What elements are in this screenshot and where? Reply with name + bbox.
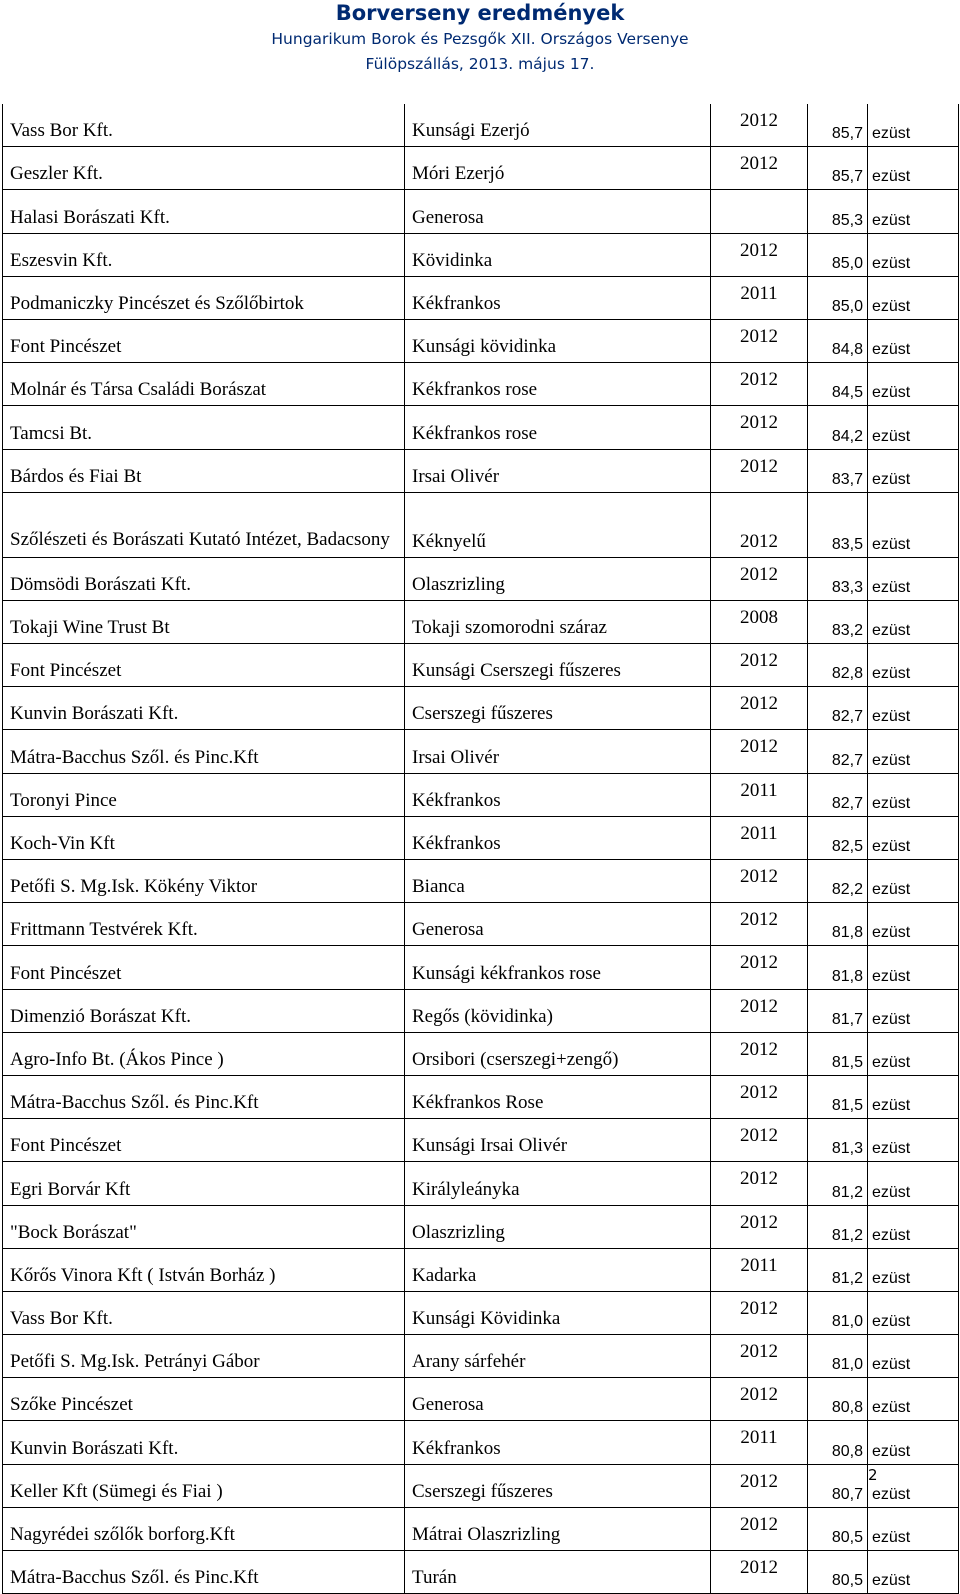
wine-cell: Kékfrankos [405,816,711,859]
score-cell: 81,3 [808,1119,868,1162]
medal-cell: ezüst [868,1032,959,1075]
producer-cell: Font Pincészet [3,319,405,362]
table-row [3,557,959,600]
medal-cell: ezüst [868,1378,959,1421]
medal-cell: ezüst [868,276,959,319]
table-row [3,233,959,276]
producer-cell: Agro-Info Bt. (Ákos Pince ) [3,1032,405,1075]
producer-cell: Font Pincészet [3,946,405,989]
wine-cell: Tokaji szomorodni száraz [405,600,711,643]
wine-cell: Bianca [405,860,711,903]
producer-cell: Kunvin Borászati Kft. [3,1421,405,1464]
wine-cell: Arany sárfehér [405,1335,711,1378]
producer-cell: Frittmann Testvérek Kft. [3,903,405,946]
score-cell: 83,2 [808,600,868,643]
producer-cell: Mátra-Bacchus Szől. és Pinc.Kft [3,1551,405,1594]
table-row [3,1291,959,1334]
medal-cell: ezüst [868,1291,959,1334]
year-cell: 2012 [711,989,808,1032]
producer-cell: Font Pincészet [3,644,405,687]
score-cell: 81,8 [808,903,868,946]
year-cell: 2012 [711,363,808,406]
wine-cell: Generosa [405,190,711,233]
page-number: 2 [868,1466,878,1484]
year-cell: 2012 [711,946,808,989]
medal-cell: ezüst [868,1421,959,1464]
producer-cell: Podmaniczky Pincészet és Szőlőbirtok [3,276,405,319]
table-row [3,449,959,492]
wine-cell: Kékfrankos [405,773,711,816]
score-cell: 83,7 [808,449,868,492]
wine-cell: Kékfrankos rose [405,363,711,406]
medal-cell: ezüst [868,600,959,643]
year-cell: 2012 [711,903,808,946]
table-row [3,1075,959,1118]
score-cell: 80,7 [808,1464,868,1507]
table-row [3,1162,959,1205]
year-cell: 2011 [711,816,808,859]
wine-cell: Királyleányka [405,1162,711,1205]
table-row [3,687,959,730]
year-cell: 2012 [711,1551,808,1594]
score-cell: 81,8 [808,946,868,989]
producer-cell: Petőfi S. Mg.Isk. Kökény Viktor [3,860,405,903]
year-cell: 2012 [711,644,808,687]
table-row [3,903,959,946]
table-row [3,860,959,903]
table-row [3,1551,959,1594]
score-cell: 80,8 [808,1378,868,1421]
table-row [3,1248,959,1291]
table-row [3,989,959,1032]
producer-cell: Egri Borvár Kft [3,1162,405,1205]
score-cell: 85,3 [808,190,868,233]
medal-cell: ezüst [868,319,959,362]
medal-cell: ezüst [868,449,959,492]
score-cell: 84,8 [808,319,868,362]
wine-cell: Olaszrizling [405,1205,711,1248]
score-cell: 85,7 [808,104,868,147]
medal-cell: ezüst [868,946,959,989]
score-cell: 82,7 [808,687,868,730]
score-cell: 81,2 [808,1162,868,1205]
wine-cell: Regős (kövidinka) [405,989,711,1032]
medal-cell: ezüst [868,1464,959,1507]
wine-cell: Kunsági Ezerjó [405,104,711,147]
producer-cell: Nagyrédei szőlők borforg.Kft [3,1507,405,1550]
score-cell: 81,5 [808,1075,868,1118]
medal-cell: ezüst [868,1119,959,1162]
wine-cell: Kunsági kékfrankos rose [405,946,711,989]
producer-cell: Eszesvin Kft. [3,233,405,276]
year-cell: 2012 [711,557,808,600]
producer-cell: Halasi Borászati Kft. [3,190,405,233]
year-cell: 2012 [711,1335,808,1378]
medal-cell: ezüst [868,989,959,1032]
table-row [3,1032,959,1075]
score-cell: 85,0 [808,233,868,276]
producer-cell: Dimenzió Borászat Kft. [3,989,405,1032]
year-cell: 2012 [711,319,808,362]
table-row [3,946,959,989]
medal-cell: ezüst [868,363,959,406]
results-table [2,104,959,1594]
wine-cell: Kunsági Kövidinka [405,1291,711,1334]
year-cell: 2012 [711,1032,808,1075]
year-cell: 2011 [711,1421,808,1464]
score-cell: 83,5 [808,492,868,557]
score-cell: 81,2 [808,1248,868,1291]
producer-cell: Dömsödi Borászati Kft. [3,557,405,600]
producer-cell: Keller Kft (Sümegi és Fiai ) [3,1464,405,1507]
wine-cell: Mátrai Olaszrizling [405,1507,711,1550]
table-row [3,600,959,643]
medal-cell: ezüst [868,104,959,147]
wine-cell: Cserszegi fűszeres [405,1464,711,1507]
producer-cell: Font Pincészet [3,1119,405,1162]
year-cell: 2012 [711,449,808,492]
results-table-body [3,104,959,1594]
year-cell: 2012 [711,1464,808,1507]
producer-cell: Bárdos és Fiai Bt [3,449,405,492]
producer-cell: Geszler Kft. [3,147,405,190]
year-cell: 2012 [711,1205,808,1248]
year-cell: 2011 [711,773,808,816]
producer-cell: Kőrős Vinora Kft ( István Borház ) [3,1248,405,1291]
table-row [3,319,959,362]
score-cell: 80,5 [808,1551,868,1594]
producer-cell: Szőlészeti és Borászati Kutató Intézet, Badacsony [3,492,405,557]
score-cell: 81,5 [808,1032,868,1075]
year-cell: 2012 [711,147,808,190]
medal-cell: ezüst [868,190,959,233]
table-row [3,1119,959,1162]
wine-cell: Generosa [405,903,711,946]
score-cell: 81,0 [808,1335,868,1378]
score-cell: 82,7 [808,773,868,816]
year-cell: 2012 [711,406,808,449]
wine-cell: Cserszegi fűszeres [405,687,711,730]
medal-cell: ezüst [868,233,959,276]
wine-cell: Kadarka [405,1248,711,1291]
wine-cell: Kunsági Cserszegi fűszeres [405,644,711,687]
medal-cell: ezüst [868,1075,959,1118]
table-row [3,730,959,773]
table-row [3,773,959,816]
producer-cell: "Bock Borászat" [3,1205,405,1248]
year-cell: 2011 [711,276,808,319]
table-row [3,816,959,859]
producer-cell: Koch-Vin Kft [3,816,405,859]
table-row [3,644,959,687]
score-cell: 84,5 [808,363,868,406]
table-row [3,1335,959,1378]
score-cell: 83,3 [808,557,868,600]
score-cell: 82,7 [808,730,868,773]
medal-cell: ezüst [868,557,959,600]
wine-cell: Móri Ezerjó [405,147,711,190]
year-cell: 2012 [711,1378,808,1421]
table-row [3,406,959,449]
competition-dateline: Fülöpszállás, 2013. május 17. [365,55,595,73]
year-cell: 2012 [711,1291,808,1334]
wine-cell: Irsai Olivér [405,730,711,773]
medal-cell: ezüst [868,1162,959,1205]
wine-cell: Irsai Olivér [405,449,711,492]
wine-cell: Orsibori (cserszegi+zengő) [405,1032,711,1075]
producer-cell: Kunvin Borászati Kft. [3,687,405,730]
medal-cell: ezüst [868,903,959,946]
year-cell [711,190,808,233]
table-row [3,147,959,190]
medal-cell: ezüst [868,730,959,773]
producer-cell: Vass Bor Kft. [3,1291,405,1334]
year-cell: 2012 [711,1507,808,1550]
score-cell: 80,5 [808,1507,868,1550]
medal-cell: ezüst [868,644,959,687]
producer-cell: Toronyi Pince [3,773,405,816]
year-cell: 2012 [711,687,808,730]
table-row [3,1507,959,1550]
table-row [3,1378,959,1421]
score-cell: 81,7 [808,989,868,1032]
score-cell: 82,8 [808,644,868,687]
year-cell: 2012 [711,1119,808,1162]
medal-cell: ezüst [868,773,959,816]
producer-cell: Mátra-Bacchus Szől. és Pinc.Kft [3,730,405,773]
producer-cell: Molnár és Társa Családi Borászat [3,363,405,406]
table-row [3,1205,959,1248]
wine-cell: Kövidinka [405,233,711,276]
score-cell: 81,0 [808,1291,868,1334]
year-cell: 2012 [711,730,808,773]
wine-cell: Kéknyelű [405,492,711,557]
medal-cell: ezüst [868,147,959,190]
table-row [3,104,959,147]
year-cell: 2012 [711,860,808,903]
year-cell: 2012 [711,1162,808,1205]
score-cell: 85,7 [808,147,868,190]
year-cell: 2012 [711,492,808,557]
medal-cell: ezüst [868,816,959,859]
producer-cell: Tokaji Wine Trust Bt [3,600,405,643]
score-cell: 85,0 [808,276,868,319]
medal-cell: ezüst [868,1335,959,1378]
medal-cell: ezüst [868,1551,959,1594]
medal-cell: ezüst [868,687,959,730]
year-cell: 2008 [711,600,808,643]
table-row [3,1464,959,1507]
wine-cell: Kékfrankos rose [405,406,711,449]
score-cell: 82,5 [808,816,868,859]
producer-cell: Szőke Pincészet [3,1378,405,1421]
score-cell: 81,2 [808,1205,868,1248]
table-row [3,276,959,319]
score-cell: 84,2 [808,406,868,449]
year-cell: 2012 [711,104,808,147]
table-row [3,492,959,557]
medal-cell: ezüst [868,1248,959,1291]
medal-cell: ezüst [868,1507,959,1550]
wine-cell: Olaszrizling [405,557,711,600]
score-cell: 82,2 [808,860,868,903]
table-row [3,1421,959,1464]
wine-cell: Kékfrankos Rose [405,1075,711,1118]
wine-cell: Kunsági kövidinka [405,319,711,362]
wine-cell: Generosa [405,1378,711,1421]
wine-cell: Kunsági Irsai Olivér [405,1119,711,1162]
wine-cell: Kékfrankos [405,1421,711,1464]
table-row [3,190,959,233]
year-cell: 2012 [711,1075,808,1118]
producer-cell: Mátra-Bacchus Szől. és Pinc.Kft [3,1075,405,1118]
page-title: Borverseny eredmények [335,1,625,25]
competition-subtitle: Hungarikum Borok és Pezsgők XII. Országos Versenye [271,30,689,48]
medal-cell: ezüst [868,492,959,557]
producer-cell: Tamcsi Bt. [3,406,405,449]
medal-cell: ezüst [868,406,959,449]
score-cell: 80,8 [808,1421,868,1464]
page-header [0,0,960,76]
producer-cell: Petőfi S. Mg.Isk. Petrányi Gábor [3,1335,405,1378]
table-row [3,363,959,406]
year-cell: 2011 [711,1248,808,1291]
medal-cell: ezüst [868,1205,959,1248]
year-cell: 2012 [711,233,808,276]
wine-cell: Turán [405,1551,711,1594]
medal-cell: ezüst [868,860,959,903]
producer-cell: Vass Bor Kft. [3,104,405,147]
wine-cell: Kékfrankos [405,276,711,319]
